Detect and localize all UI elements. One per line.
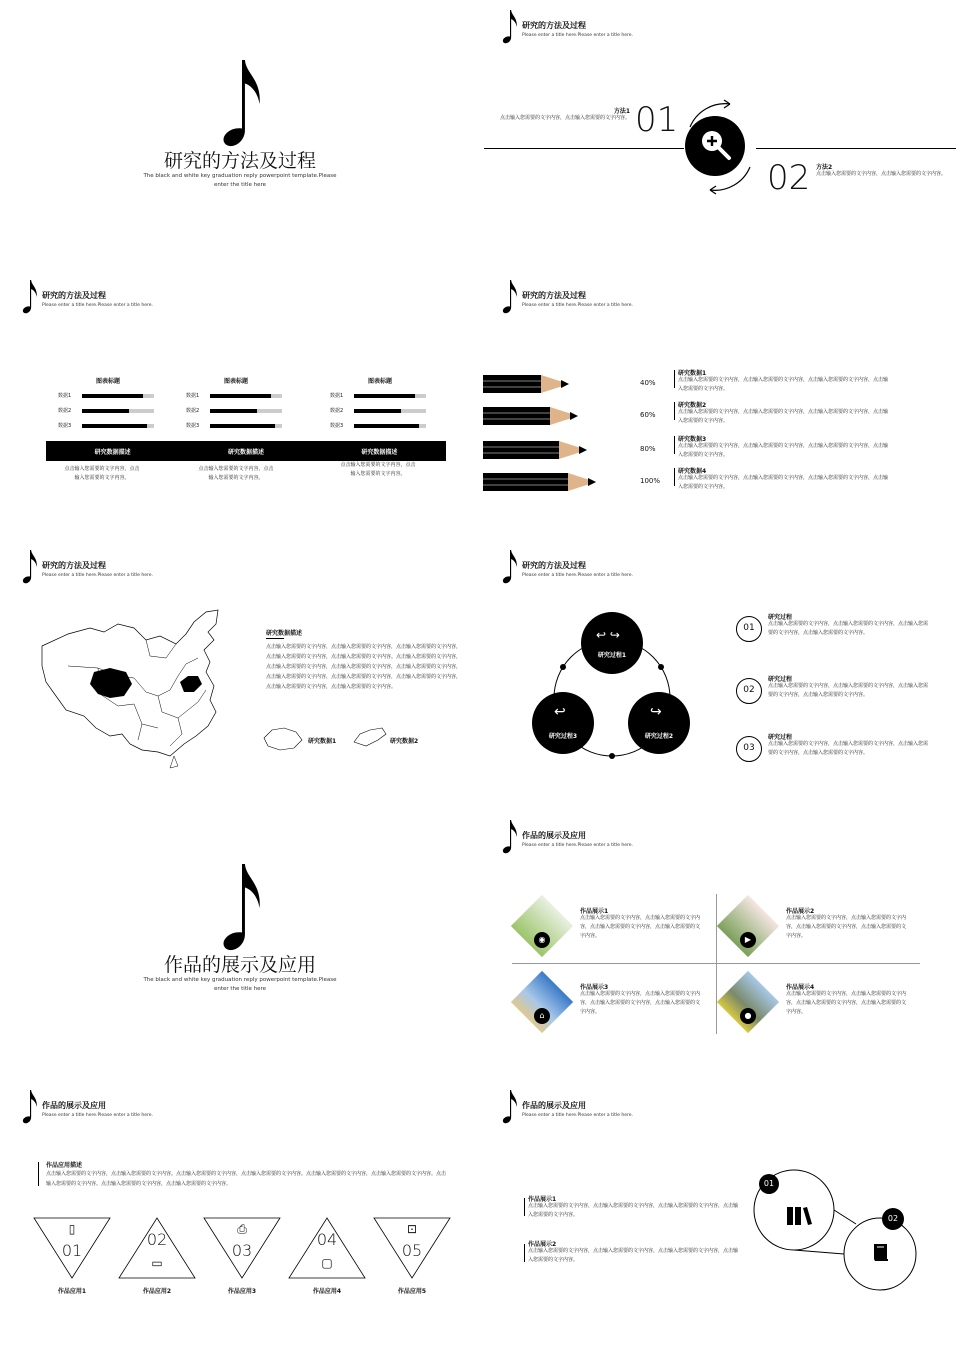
bar-fill bbox=[354, 424, 419, 428]
number-label: 01 bbox=[743, 623, 755, 633]
data-title: 研究数据1 bbox=[678, 370, 707, 377]
bar-label: 数据3 bbox=[330, 423, 344, 429]
slide-title: 作品的展示及应用 bbox=[42, 1101, 106, 1110]
method-text-1: 点击输入您需要的文字内容，点击输入您需要的文字内容。 bbox=[500, 115, 631, 121]
music-note-icon bbox=[502, 10, 518, 44]
slide-methods bbox=[480, 0, 960, 270]
band-desc-3: 点击输入您需要的文字内容，点击输入您需要的文字内容。 bbox=[340, 462, 416, 477]
data-title: 研究数据2 bbox=[678, 402, 707, 409]
cover-title: 作品的展示及应用 bbox=[163, 954, 316, 976]
province-shape-1 bbox=[262, 726, 304, 752]
bar-label: 数据3 bbox=[186, 423, 200, 429]
process-text: 点击输入您需要的文字内容，点击输入您需要的文字内容，点击输入您需要的文字内容，点击输入您需要的文字内容。 bbox=[768, 683, 929, 698]
process-title: 研究过程 bbox=[768, 614, 793, 621]
pencil-bar bbox=[483, 374, 633, 394]
bar-label: 数据1 bbox=[330, 393, 344, 399]
swap-arrows-icon: ↩ ↪ bbox=[596, 628, 620, 642]
accent-bar bbox=[38, 1162, 39, 1186]
band-label-1: 研究数据描述 bbox=[94, 449, 131, 456]
chart-title: 图表标题 bbox=[367, 378, 392, 385]
showcase-title: 作品展示4 bbox=[786, 984, 815, 991]
pencil-bar bbox=[483, 440, 633, 460]
band-label-3: 研究数据描述 bbox=[361, 449, 398, 456]
method-number-1: 01 bbox=[635, 100, 679, 140]
data-title: 研究数据3 bbox=[678, 436, 707, 443]
method-number-2: 02 bbox=[767, 158, 811, 198]
app-label: 作品应用1 bbox=[57, 1288, 87, 1295]
bar-fill bbox=[82, 409, 129, 413]
data-text: 点击输入您需要的文字内容，点击输入您需要的文字内容，点击输入您需要的文字内容，点击输入您需要的文字内容。 bbox=[678, 475, 889, 490]
cycle-label-1: 研究过程1 bbox=[597, 652, 627, 659]
monitor-icon: ▭ bbox=[151, 1256, 163, 1270]
slide-map bbox=[0, 540, 480, 810]
slide-subtitle: Please enter a title here.Please enter a title here. bbox=[42, 573, 153, 578]
music-note-icon bbox=[215, 60, 269, 148]
bar-fill bbox=[354, 394, 415, 398]
bar-label: 数据2 bbox=[330, 408, 344, 414]
number-label: 02 bbox=[743, 685, 755, 695]
data-text: 点击输入您需要的文字内容，点击输入您需要的文字内容，点击输入您需要的文字内容，点击输入您需要的文字内容。 bbox=[678, 377, 889, 392]
slide-title: 研究的方法及过程 bbox=[42, 561, 106, 570]
grid-divider-v bbox=[716, 894, 717, 1034]
cycle-node-2 bbox=[628, 692, 690, 754]
bar-fill bbox=[210, 409, 257, 413]
search-plus-icon bbox=[699, 128, 733, 162]
number-label: 03 bbox=[743, 743, 755, 753]
legend-label-2: 研究数据2 bbox=[390, 738, 419, 745]
band-label-2: 研究数据描述 bbox=[227, 449, 264, 456]
bar-label: 数据2 bbox=[58, 408, 72, 414]
province-shape-2 bbox=[352, 726, 388, 748]
microphone-icon: ● bbox=[744, 1011, 752, 1020]
app-desc-text: 点击输入您需要的文字内容，点击输入您需要的文字内容。点击输入您需要的文字内容，点击输入您需要的文字内容。点击输入您需要的文字内容，点击输入您需要的文字内容。点击输入您需要的文字内容。点击输入您需要的文字内容，点击输入您需要的文字内容。 bbox=[46, 1171, 447, 1187]
accent-bar bbox=[524, 1198, 525, 1216]
music-note-icon bbox=[502, 280, 518, 314]
map-desc-text: 点击输入您需要的文字内容，点击输入您需要的文字内容，点击输入您需要的文字内容，点击输入您需要的文字内容，点击输入您需要的文字内容。点击输入您需要的文字内容，点击输入您需要的文字内容，点击输入您需要的文字内容，点击输入您需要的文字内容，点击输入您需要的文字内容，点击输入您需要的文字内容，点击输入您需要的文字内容，点击输入您需要的文字内容，点击输入您需要的文字内容。 bbox=[266, 644, 462, 690]
slide-title: 研究的方法及过程 bbox=[522, 21, 586, 30]
printer-icon: ⎙ bbox=[237, 1222, 247, 1236]
map-desc-title: 研究数据描述 bbox=[266, 630, 303, 637]
data-text: 点击输入您需要的文字内容，点击输入您需要的文字内容，点击输入您需要的文字内容，点击输入您需要的文字内容。 bbox=[678, 443, 889, 458]
showcase-title-2: 作品展示2 bbox=[528, 1241, 557, 1248]
slide-subtitle: Please enter a title here.Please enter a title here. bbox=[522, 573, 633, 578]
cycle-node-1 bbox=[581, 612, 643, 674]
app-desc-title: 作品应用描述 bbox=[46, 1162, 83, 1169]
slide-subtitle: Please enter a title here.Please enter a title here. bbox=[42, 303, 153, 308]
cover-title: 研究的方法及过程 bbox=[163, 150, 316, 172]
slide-subtitle: Please enter a title here.Please enter a title here. bbox=[522, 843, 633, 848]
bar-fill bbox=[82, 394, 143, 398]
showcase-text: 点击输入您需要的文字内容，点击输入您需要的文字内容，点击输入您需要的文字内容，点击输入您需要的文字内容。 bbox=[786, 915, 907, 939]
china-map bbox=[38, 606, 248, 771]
slide-title: 作品的展示及应用 bbox=[522, 831, 586, 840]
app-number: 03 bbox=[231, 1241, 253, 1260]
chart-title: 图表标题 bbox=[223, 378, 248, 385]
app-number: 02 bbox=[146, 1230, 168, 1249]
cycle-node-3 bbox=[532, 692, 594, 754]
process-title: 研究过程 bbox=[768, 676, 793, 683]
app-label: 作品应用2 bbox=[142, 1288, 172, 1295]
tablet-icon: ▢ bbox=[321, 1256, 333, 1270]
music-note-icon bbox=[502, 820, 518, 854]
method-label-1: 方法1 bbox=[613, 108, 630, 115]
books-icon bbox=[786, 1204, 812, 1226]
showcase-title: 作品展示3 bbox=[580, 984, 609, 991]
process-title: 研究过程 bbox=[768, 734, 793, 741]
slide-pencil-progress bbox=[480, 270, 960, 540]
band-desc-2: 点击输入您需要的文字内容，点击输入您需要的文字内容。 bbox=[198, 466, 274, 481]
divider-line bbox=[484, 148, 684, 149]
music-note-icon bbox=[502, 550, 518, 584]
title-underline bbox=[266, 638, 284, 639]
slide-showcase-grid bbox=[480, 810, 960, 1080]
bank-icon: ⌂ bbox=[539, 1011, 545, 1020]
data-text: 点击输入您需要的文字内容，点击输入您需要的文字内容，点击输入您需要的文字内容，点击输入您需要的文字内容。 bbox=[678, 409, 889, 424]
tv-icon: ⊡ bbox=[406, 1222, 418, 1236]
accent-bar bbox=[674, 436, 675, 454]
accent-bar bbox=[674, 468, 675, 486]
slide-title: 研究的方法及过程 bbox=[42, 291, 106, 300]
cover-subtitle: The black and white key graduation reply powerpoint template.Please enter the title here bbox=[143, 977, 337, 992]
bar-fill bbox=[354, 409, 401, 413]
showcase-title: 作品展示2 bbox=[786, 908, 815, 915]
music-note-icon bbox=[22, 280, 38, 314]
process-text: 点击输入您需要的文字内容，点击输入您需要的文字内容，点击输入您需要的文字内容，点击输入您需要的文字内容。 bbox=[768, 621, 929, 636]
method-label-2: 方法2 bbox=[816, 164, 833, 171]
percent-label: 60% bbox=[640, 411, 656, 419]
mobile-icon: ▯ bbox=[68, 1222, 76, 1236]
bar-label: 数据1 bbox=[58, 393, 72, 399]
data-title: 研究数据4 bbox=[678, 468, 707, 475]
loop-num-2: 02 bbox=[887, 1214, 899, 1223]
bar-fill bbox=[82, 424, 147, 428]
slide-showcase-loop bbox=[480, 1080, 960, 1350]
music-note-icon bbox=[22, 1090, 38, 1124]
accent-bar bbox=[674, 402, 675, 420]
music-note-icon bbox=[502, 1090, 518, 1124]
book-icon bbox=[872, 1242, 890, 1262]
cycle-label-3: 研究过程3 bbox=[548, 733, 578, 740]
divider-line bbox=[756, 148, 956, 149]
pencil-bar bbox=[483, 406, 633, 426]
slide-cycle bbox=[480, 540, 960, 810]
slide-cover-1 bbox=[0, 0, 480, 270]
slide-subtitle: Please enter a title here.Please enter a title here. bbox=[522, 33, 633, 38]
bar-fill bbox=[210, 424, 275, 428]
showcase-title: 作品展示1 bbox=[580, 908, 609, 915]
cycle-label-2: 研究过程2 bbox=[644, 733, 674, 740]
slide-title: 作品的展示及应用 bbox=[522, 1101, 586, 1110]
showcase-text: 点击输入您需要的文字内容，点击输入您需要的文字内容，点击输入您需要的文字内容，点击输入您需要的文字内容。 bbox=[786, 991, 907, 1015]
app-label: 作品应用5 bbox=[397, 1288, 427, 1295]
percent-label: 80% bbox=[640, 445, 656, 453]
process-text: 点击输入您需要的文字内容，点击输入您需要的文字内容，点击输入您需要的文字内容，点击输入您需要的文字内容。 bbox=[768, 741, 929, 756]
accent-bar bbox=[674, 370, 675, 388]
showcase-text: 点击输入您需要的文字内容，点击输入您需要的文字内容，点击输入您需要的文字内容，点击输入您需要的文字内容。 bbox=[580, 991, 701, 1015]
band-desc-1: 点击输入您需要的文字内容，点击输入您需要的文字内容。 bbox=[64, 466, 140, 481]
showcase-title-1: 作品展示1 bbox=[528, 1196, 557, 1203]
slide-applications bbox=[0, 1080, 480, 1350]
undo-arrow-icon: ↩ bbox=[554, 704, 566, 720]
cover-subtitle: The black and white key graduation reply powerpoint template.Please enter the title here bbox=[143, 173, 337, 188]
pencil-bar bbox=[483, 472, 633, 492]
music-note-icon bbox=[215, 864, 269, 952]
slide-subtitle: Please enter a title here.Please enter a title here. bbox=[522, 303, 633, 308]
loop-num-1: 01 bbox=[763, 1179, 775, 1188]
legend-label-1: 研究数据1 bbox=[308, 738, 337, 745]
app-number: 01 bbox=[61, 1241, 83, 1260]
percent-label: 100% bbox=[640, 477, 661, 485]
bar-label: 数据1 bbox=[186, 393, 200, 399]
bar-label: 数据2 bbox=[186, 408, 200, 414]
app-label: 作品应用3 bbox=[227, 1288, 257, 1295]
slide-title: 研究的方法及过程 bbox=[522, 561, 586, 570]
chart-title: 图表标题 bbox=[95, 378, 120, 385]
music-note-icon bbox=[22, 550, 38, 584]
app-number: 05 bbox=[401, 1241, 423, 1260]
slide-subtitle: Please enter a title here.Please enter a title here. bbox=[522, 1113, 633, 1118]
slide-bar-charts bbox=[0, 270, 480, 540]
app-label: 作品应用4 bbox=[312, 1288, 342, 1295]
camera-icon: ◉ bbox=[538, 935, 546, 944]
method-text-2: 点击输入您需要的文字内容，点击输入您需要的文字内容。 bbox=[816, 171, 947, 177]
showcase-text: 点击输入您需要的文字内容，点击输入您需要的文字内容，点击输入您需要的文字内容，点击输入您需要的文字内容。 bbox=[580, 915, 701, 939]
video-camera-icon: ▶ bbox=[744, 935, 752, 944]
redo-arrow-icon: ↪ bbox=[650, 704, 662, 720]
bar-fill bbox=[210, 394, 271, 398]
showcase-text-1: 点击输入您需要的文字内容，点击输入您需要的文字内容，点击输入您需要的文字内容，点击输入您需要的文字内容。 bbox=[528, 1203, 739, 1218]
slide-title: 研究的方法及过程 bbox=[522, 291, 586, 300]
bar-label: 数据3 bbox=[58, 423, 72, 429]
slide-subtitle: Please enter a title here.Please enter a title here. bbox=[42, 1113, 153, 1118]
percent-label: 40% bbox=[640, 379, 656, 387]
slide-cover-2 bbox=[0, 810, 480, 1080]
showcase-text-2: 点击输入您需要的文字内容，点击输入您需要的文字内容，点击输入您需要的文字内容，点击输入您需要的文字内容。 bbox=[528, 1248, 739, 1263]
accent-bar bbox=[524, 1244, 525, 1262]
app-number: 04 bbox=[316, 1230, 338, 1249]
